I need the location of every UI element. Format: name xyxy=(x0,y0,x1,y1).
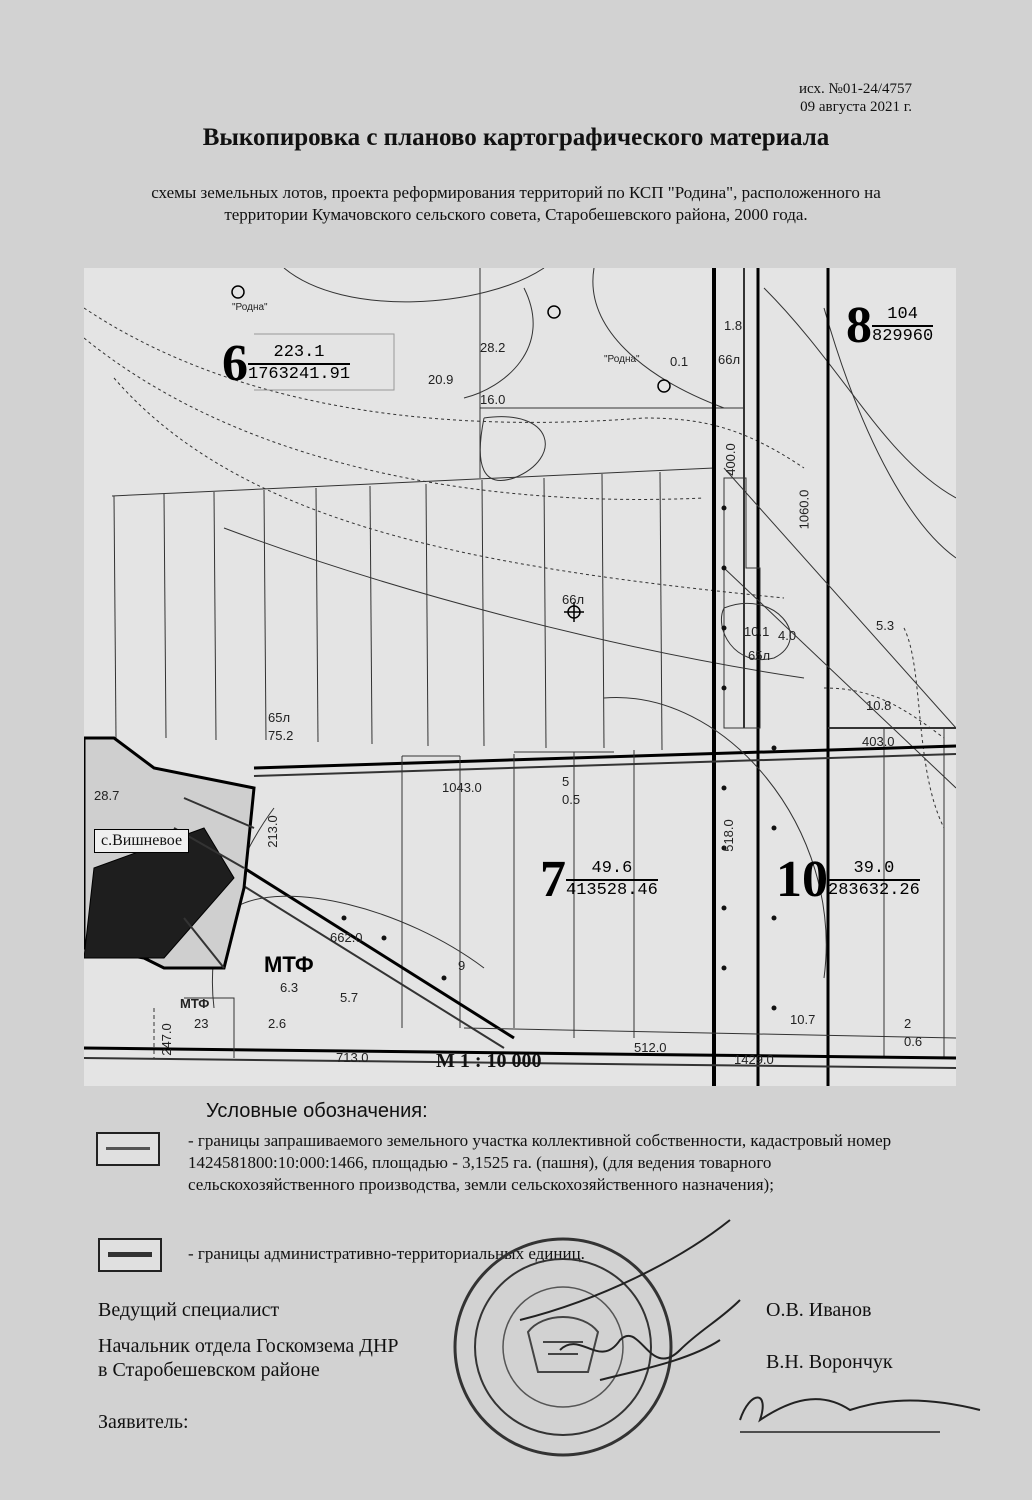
map-label: 65л xyxy=(268,710,291,725)
map-label: 2 xyxy=(904,1016,912,1031)
map-label: 1043.0 xyxy=(442,780,482,795)
parcel-6-label: 6 $\frac{223.1}{1763241.91}$ xyxy=(222,335,351,392)
ref-number: исх. №01-24/4757 xyxy=(799,81,912,97)
map-label: 0.1 xyxy=(670,354,689,369)
map-label: 0.6 xyxy=(904,1034,923,1049)
farm-label-small: МТФ xyxy=(180,996,210,1011)
parcel-10-label: 10 $\frac{39.0}{283632.26}$ xyxy=(776,851,920,908)
map-label: 9 xyxy=(458,958,466,973)
map-label: 75.2 xyxy=(268,728,294,743)
lead-specialist-name: О.В. Иванов xyxy=(766,1299,872,1321)
map-label: 5.3 xyxy=(876,618,895,633)
map-label: 5 xyxy=(562,774,570,789)
map-label: 65л xyxy=(748,648,771,663)
map-label: 1429.0 xyxy=(734,1052,774,1067)
map-label: 713.0 xyxy=(336,1050,369,1065)
map-label: "Родна" xyxy=(604,354,640,365)
map-label: 1.8 xyxy=(724,318,743,333)
map-label: 10.7 xyxy=(790,1012,816,1027)
map-label: 247.0 xyxy=(158,1023,174,1056)
map-label: "Родна" xyxy=(232,302,268,313)
map-label: 213.0 xyxy=(264,815,280,848)
map-label: 518.0 xyxy=(720,819,736,852)
map-label: 66л xyxy=(718,352,741,367)
map-label: 4.0 xyxy=(778,628,797,643)
map-label: 5.7 xyxy=(340,990,359,1005)
parcel-7-label: 7 $\frac{49.6}{413528.46}$ xyxy=(540,851,658,908)
map-label: 2.6 xyxy=(268,1016,287,1031)
legend-item-parcel-boundary: - границы запрашиваемого земельного участка коллективной собственности, кадастровый номер 1424581800:10:000:1466, площадью - 3,1525 га. (пашня), (для ведения товарного сельскохозяйственного производства, земли сельскохозяйственного назначения); xyxy=(188,1131,892,1194)
farm-label: МТФ xyxy=(264,952,314,977)
map-label: 512.0 xyxy=(634,1040,667,1055)
document-subtitle: схемы земельных лотов, проекта реформирования территорий по КСП "Родина", расположенного на территории Кумачовского сельского совета, Старобешевского района, 2000 года. xyxy=(151,183,881,224)
map-label: 23 xyxy=(194,1016,209,1031)
map-label: 16.0 xyxy=(480,392,506,407)
legend-item-admin-boundary: - границы административно-территориальных единиц. xyxy=(188,1244,585,1263)
map-label: 20.9 xyxy=(428,372,454,387)
department-head-role: Начальник отдела Госкомзема ДНР в Старобешевском районе xyxy=(98,1335,399,1381)
village-label: с.Вишневое xyxy=(94,829,189,853)
map-label: 6.3 xyxy=(280,980,299,995)
ref-date: 09 августа 2021 г. xyxy=(800,99,912,115)
document-title: Выкопировка с планово картографического материала xyxy=(202,124,830,151)
map-label: 28.2 xyxy=(480,340,506,355)
map-label: 10.1 xyxy=(744,624,770,639)
map-label: 10.8 xyxy=(866,698,892,713)
map-label: 0.5 xyxy=(562,792,581,807)
department-head-name: В.Н. Ворончук xyxy=(766,1351,893,1373)
map-label: 403.0 xyxy=(862,734,895,749)
map-scale: М 1 : 10 000 xyxy=(436,1050,542,1072)
map-label: 662.0 xyxy=(330,930,363,945)
parcel-8-label: 8 $\frac{104}{829960}$ xyxy=(846,297,934,354)
map-label: 400.0 xyxy=(722,443,738,476)
map-label: 28.7 xyxy=(94,788,120,803)
legend-title: Условные обозначения: xyxy=(206,1100,428,1122)
map-label: 66л xyxy=(562,592,585,607)
lead-specialist-role: Ведущий специалист xyxy=(98,1299,280,1321)
map-label: 1060.0 xyxy=(796,489,812,530)
applicant-label: Заявитель: xyxy=(98,1411,189,1433)
